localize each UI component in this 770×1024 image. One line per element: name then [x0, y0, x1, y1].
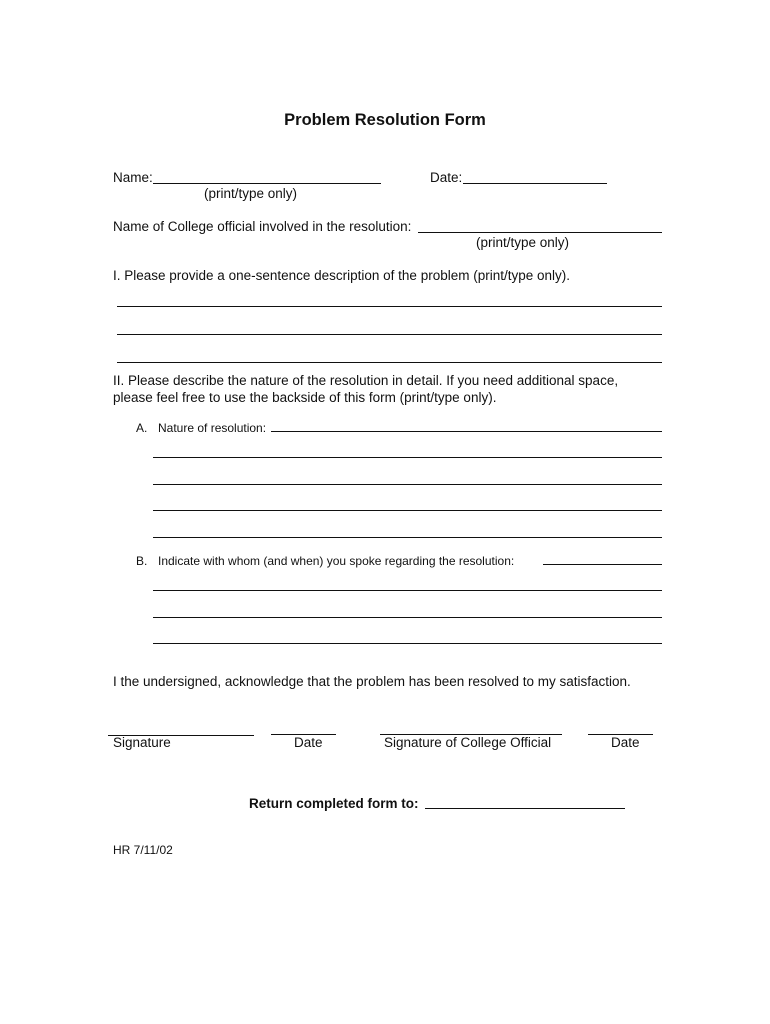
name-hint: (print/type only)	[204, 186, 298, 201]
signature-date-label: Date	[294, 735, 323, 750]
signature-label: Signature	[113, 735, 171, 750]
spoke-with-line-4[interactable]	[153, 643, 662, 644]
acknowledgement-text: I the undersigned, acknowledge that the problem has been resolved to my satisfaction.	[113, 674, 631, 689]
nature-of-resolution-line-4[interactable]	[153, 510, 662, 511]
return-label: Return completed form to:	[249, 796, 419, 811]
spoke-with-line-1[interactable]	[543, 564, 662, 565]
item-b-label: Indicate with whom (and when) you spoke regarding the resolution:	[158, 554, 515, 568]
spoke-with-line-3[interactable]	[153, 617, 662, 618]
return-to-field[interactable]	[425, 808, 625, 809]
nature-of-resolution-line-5[interactable]	[153, 537, 662, 538]
official-label: Name of College official involved in the resolution:	[113, 219, 412, 234]
official-date-label: Date	[611, 735, 640, 750]
date-field[interactable]	[463, 183, 607, 184]
nature-of-resolution-line-1[interactable]	[271, 431, 662, 432]
section-2-prompt-line-2: please feel free to use the backside of this form (print/type only).	[113, 390, 497, 405]
form-title: Problem Resolution Form	[284, 111, 486, 129]
date-label: Date:	[430, 170, 463, 185]
official-name-field[interactable]	[418, 232, 662, 233]
official-hint: (print/type only)	[476, 235, 570, 250]
nature-of-resolution-line-3[interactable]	[153, 484, 662, 485]
item-b-marker: B.	[136, 554, 148, 568]
revision-code: HR 7/11/02	[113, 843, 173, 857]
spoke-with-line-2[interactable]	[153, 590, 662, 591]
name-label: Name:	[113, 170, 153, 185]
problem-description-line-3[interactable]	[117, 362, 662, 363]
problem-description-line-2[interactable]	[117, 334, 662, 335]
item-a-label: Nature of resolution:	[158, 421, 267, 435]
section-2-prompt-line-1: II. Please describe the nature of the resolution in detail. If you need additional space,	[113, 373, 619, 388]
name-field[interactable]	[153, 183, 381, 184]
problem-description-line-1[interactable]	[117, 306, 662, 307]
nature-of-resolution-line-2[interactable]	[153, 457, 662, 458]
section-1-prompt: I. Please provide a one-sentence description of the problem (print/type only).	[113, 268, 571, 283]
official-signature-label: Signature of College Official	[384, 735, 552, 750]
item-a-marker: A.	[136, 421, 148, 435]
